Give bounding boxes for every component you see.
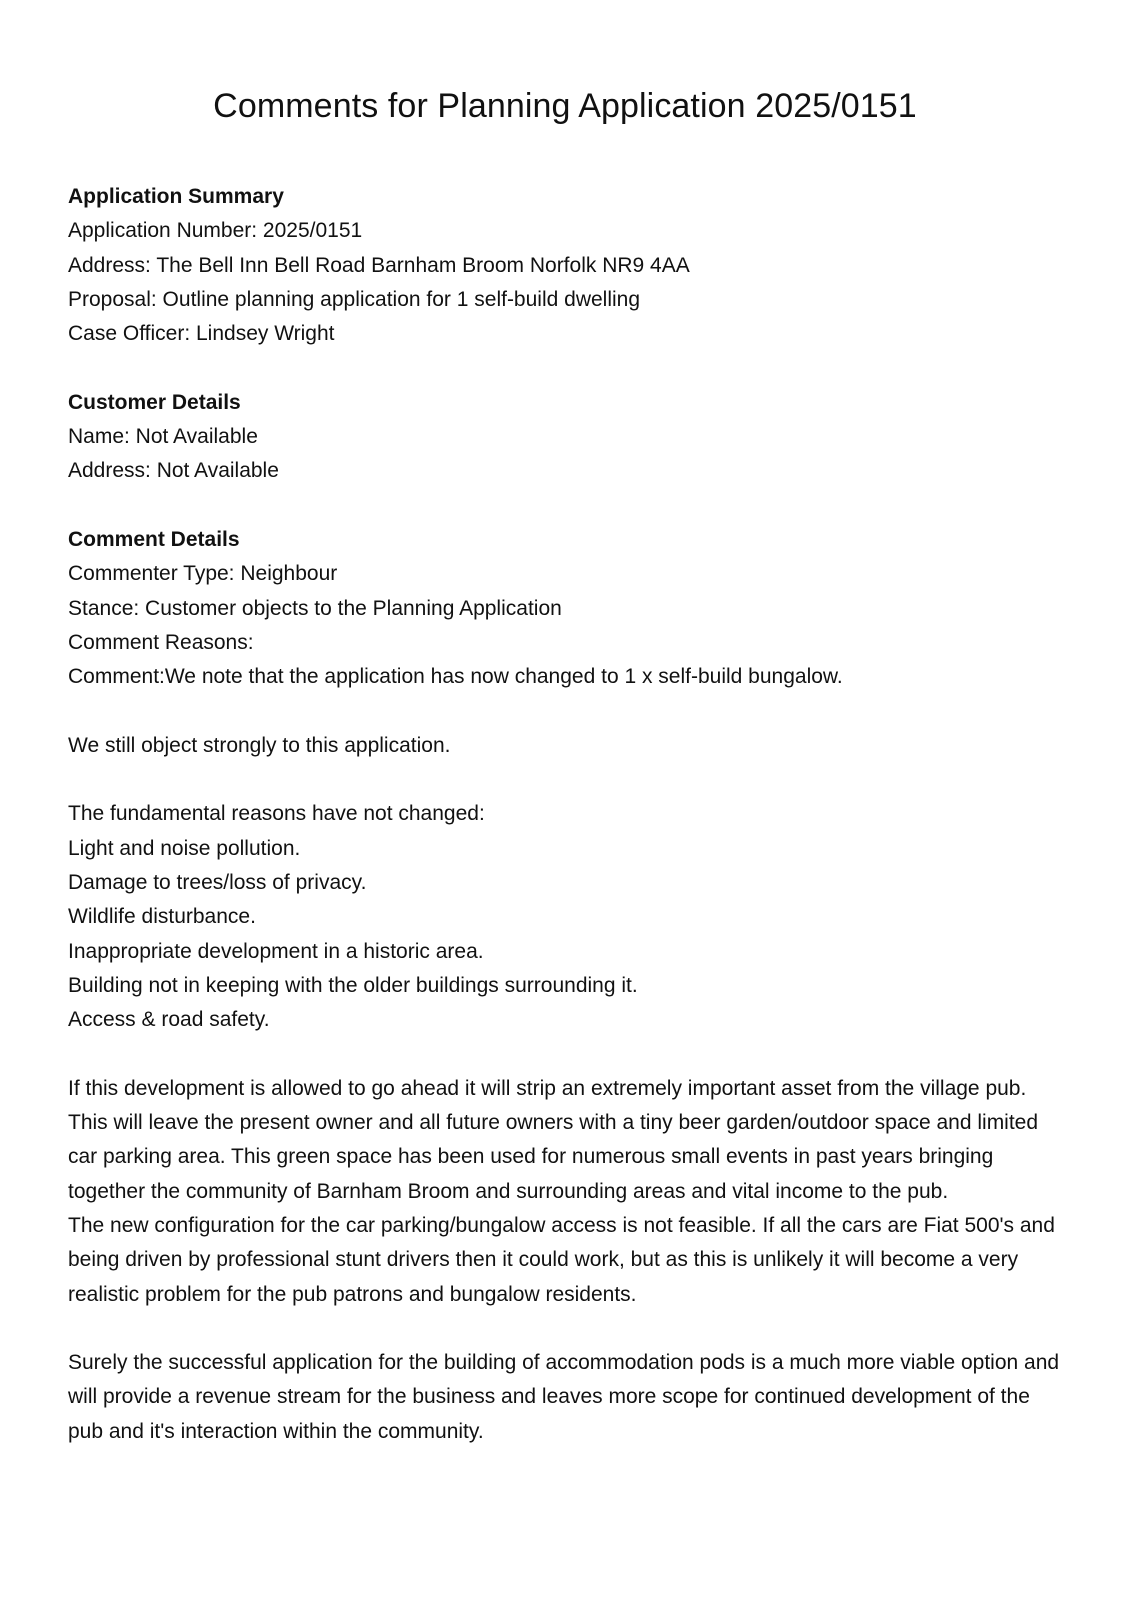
customer-details-section bbox=[68, 386, 1068, 489]
spacer bbox=[68, 1312, 1068, 1346]
reason-item: Inappropriate development in a historic area. bbox=[68, 939, 484, 963]
reasons-intro: The fundamental reasons have not changed: bbox=[68, 802, 485, 826]
comment-intro: Comment:We note that the application has now changed to 1 x self-build bungalow. bbox=[68, 665, 843, 689]
commenter-type: Commenter Type: Neighbour bbox=[68, 562, 338, 586]
application-address: Address: The Bell Inn Bell Road Barnham Broom Norfolk NR9 4AA bbox=[68, 253, 690, 277]
page-title: Comments for Planning Application 2025/0151 bbox=[213, 87, 917, 125]
customer-address: Address: Not Available bbox=[68, 459, 279, 483]
spacer bbox=[68, 694, 1068, 728]
comment-paragraph-3: Surely the successful application for the building of accommodation pods is a much more viable option and will provide a revenue stream for the business and leaves more scope for continued development of the pub and it's interaction within the community. bbox=[68, 1351, 1060, 1443]
reason-item: Building not in keeping with the older buildings surrounding it. bbox=[68, 973, 638, 997]
spacer bbox=[68, 1037, 1068, 1071]
comment-reasons: Comment Reasons: bbox=[68, 630, 254, 654]
application-summary-heading: Application Summary bbox=[68, 185, 284, 208]
application-proposal: Proposal: Outline planning application for 1 self-build dwelling bbox=[68, 287, 641, 311]
customer-details-heading: Customer Details bbox=[68, 390, 241, 414]
spacer bbox=[68, 489, 1068, 523]
case-officer: Case Officer: Lindsey Wright bbox=[68, 322, 335, 346]
spacer bbox=[68, 763, 1068, 797]
application-number: Application Number: 2025/0151 bbox=[68, 219, 363, 243]
comment-paragraph-1: If this development is allowed to go ahead it will strip an extremely important asset from the village pub. This will leave the present owner and all future owners with a tiny beer garden/outdoor space and limited car parking area. This green space has been used for numerous small events in past years bringing together the community of Barnham Broom and surrounding areas and vital income to the pub. bbox=[68, 1076, 1039, 1203]
application-summary-section bbox=[68, 180, 1068, 351]
comment-details-section bbox=[68, 523, 1068, 1449]
document-body bbox=[68, 180, 1068, 1449]
customer-name: Name: Not Available bbox=[68, 425, 258, 449]
still-object-text: We still object strongly to this application. bbox=[68, 733, 451, 757]
reason-item: Wildlife disturbance. bbox=[68, 905, 256, 929]
reason-item: Light and noise pollution. bbox=[68, 836, 301, 860]
comment-paragraph-2: The new configuration for the car parking/bungalow access is not feasible. If all the cars are Fiat 500's and being driven by professional stunt drivers then it could work, but as this is unlikely it will become a very realistic problem for the pub patrons and bungalow residents. bbox=[68, 1213, 1055, 1306]
reason-item: Damage to trees/loss of privacy. bbox=[68, 870, 367, 894]
reason-item: Access & road safety. bbox=[68, 1008, 270, 1032]
comment-details-heading: Comment Details bbox=[68, 527, 240, 551]
stance: Stance: Customer objects to the Planning Application bbox=[68, 596, 562, 620]
spacer bbox=[68, 351, 1068, 385]
